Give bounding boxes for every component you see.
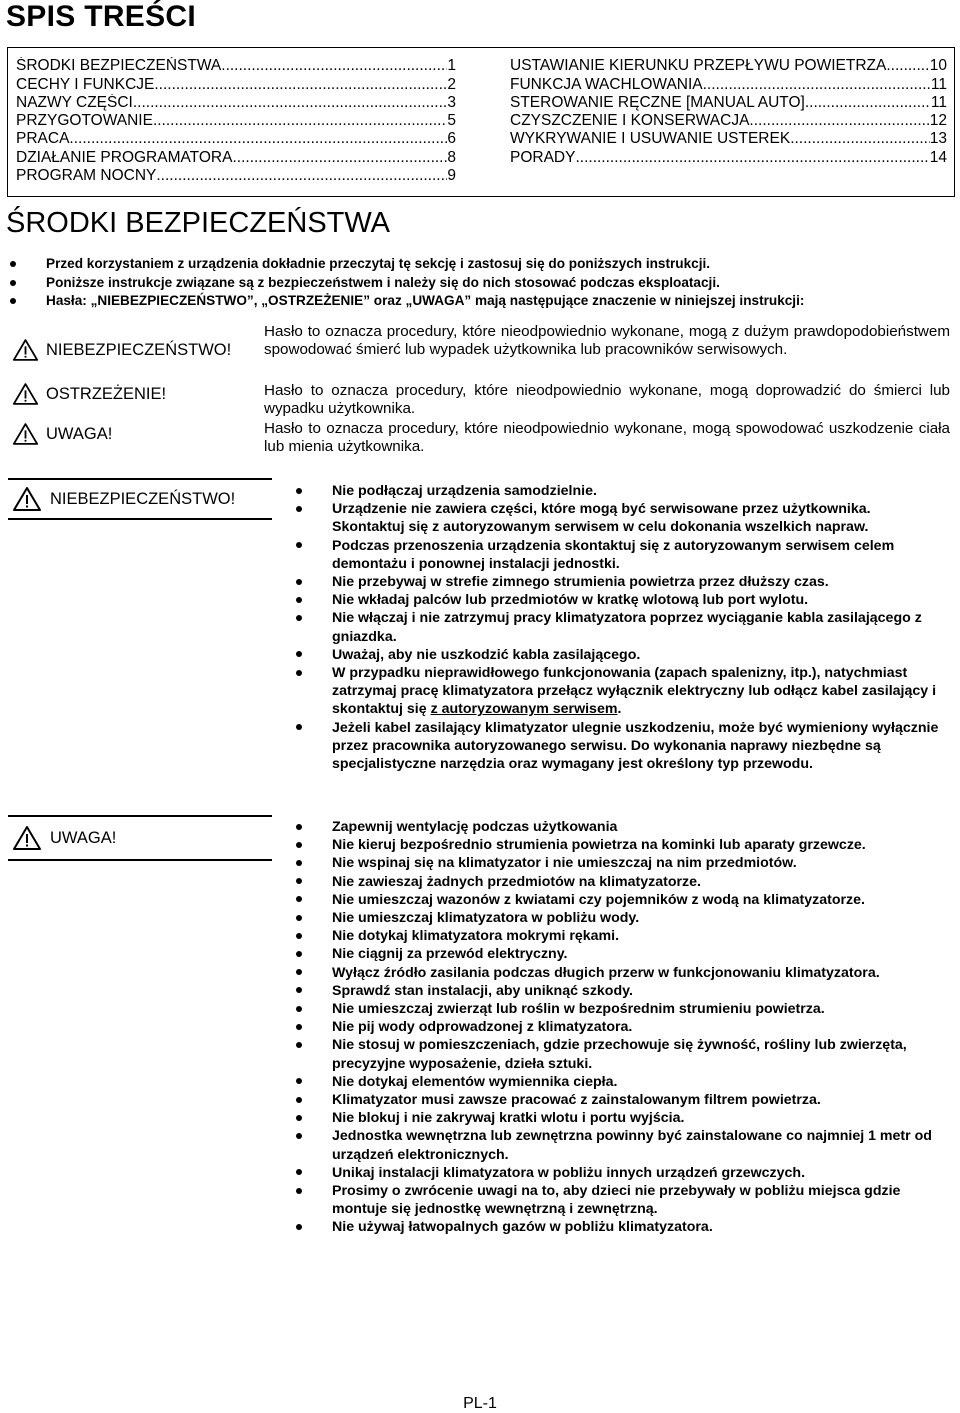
toc-entry-label: PRACA [16,130,70,148]
rule-text: Nie dotykaj elementów wymiennika ciepła. [332,1073,618,1090]
rule-text: Klimatyzator musi zawsze pracować z zainstalowanym filtrem powietrza. [332,1092,821,1109]
toc-entry-page: 13 [929,130,947,148]
legend-label-warning [12,382,166,406]
bullet-icon [296,1188,302,1194]
intro-text: Poniższe instrukcje związane są z bezpieczeństwem i należy się do nich stosować podczas eksploatacji. [46,274,720,290]
toc-entry[interactable] [16,148,456,166]
toc-right-column [510,57,947,167]
page-number: PL-1 [463,1395,497,1412]
list-item [294,609,944,645]
rule-text: Zapewnij wentylację podczas użytkowania [332,819,618,835]
list-item [294,873,944,891]
toc-entry-label: FUNKCJA WACHLOWANIA [510,75,703,93]
list-item [294,927,944,945]
list-item [294,909,944,927]
list-item [294,1218,944,1236]
rule-text: Nie pij wody odprowadzonej z klimatyzatora. [332,1019,633,1036]
toc-entry[interactable] [510,57,947,75]
bullet-icon [296,1169,302,1175]
legend-label-danger [12,338,231,362]
toc-entry-page: 12 [929,112,947,130]
toc-entry[interactable] [510,148,947,166]
danger-heading [8,478,272,520]
toc-entry-label: PORADY [510,148,576,166]
toc-left-column [16,57,456,185]
bullet-icon [296,933,302,939]
toc-leader-dots [156,167,447,185]
toc-entry-page: 10 [929,57,947,75]
toc-entry[interactable] [16,75,456,93]
list-item [10,255,950,274]
legend-description: Hasło to oznacza procedury, które nieodpowiednio wykonane, mogą z dużym prawdopodobieństwem spowodować śmierć lub wypadek użytkownika lub pracowników serwisowych. [264,323,950,359]
rule-text-end: . [617,701,622,718]
rule-text: Wyłącz źródło zasilania podczas długich przerw w funkcjonowaniu klimatyzatora. [332,964,880,981]
rule-text: Sprawdź stan instalacji, aby uniknąć szkody. [332,982,633,999]
legend-label-text: UWAGA! [46,424,113,443]
list-item [294,646,944,664]
toc-entry-label: STEROWANIE RĘCZNE [MANUAL AUTO] [510,93,805,111]
caution-heading [8,815,272,861]
list-item [10,274,950,293]
bullet-icon [296,651,302,657]
toc-entry[interactable] [16,94,456,112]
rule-text: Nie używaj łatwopalnych gazów w pobliżu klimatyzatora. [332,1219,713,1236]
rule-text: Nie umieszczaj klimatyzatora w pobliżu wody. [332,910,640,927]
list-item [294,1036,944,1072]
rule-text: Podczas przenoszenia urządzenia skontaktuj się z autoryzowanym serwisem celem demontażu i ponownej instalacji jednostki. [332,537,895,572]
toc-leader-dots [153,112,447,130]
toc-entry[interactable] [510,130,947,148]
rule-text: Uważaj, aby nie uszkodzić kabla zasilającego. [332,646,641,663]
toc-entry-label: CECHY I FUNKCJE [16,75,155,93]
rule-text: Nie podłączaj urządzenia samodzielnie. [332,483,597,499]
toc-entry[interactable] [16,112,456,130]
bullet-icon [296,987,302,993]
intro-list [10,255,950,311]
list-item [294,964,944,982]
toc-leader-dots [703,76,931,94]
bullet-icon [296,615,302,621]
toc-entry-label: NAZWY CZĘŚCI [16,93,133,111]
rule-text: Nie umieszczaj zwierząt lub roślin w bezpośrednim strumieniu powietrza. [332,1001,825,1018]
list-item [294,573,944,591]
list-item [294,1127,944,1163]
list-item [294,1182,944,1218]
rule-text: Nie stosuj w pomieszczeniach, gdzie przechowuje się żywność, rośliny lub zwierzęta, precyzyjne wyposażenie, dzieła sztuki. [332,1037,907,1072]
list-item [294,818,944,836]
danger-rules-list [294,482,944,773]
bullet-icon [296,896,302,902]
list-item [10,292,950,311]
list-item [294,537,944,573]
intro-text: Hasła: „NIEBEZPIECZEŃSTWO”, „OSTRZEŻENIE” oraz „UWAGA” mają następujące znaczenie w niniejszej instrukcji: [46,293,805,309]
toc-entry[interactable] [510,112,947,130]
bullet-icon [296,488,302,494]
bullet-icon [296,878,302,884]
bullet-icon [296,1097,302,1103]
legend-description: Hasło to oznacza procedury, które nieodpowiednio wykonane, mogą doprowadzić do śmierci lub wypadku użytkownika. [264,382,950,418]
toc-leader-dots [154,76,447,94]
rule-text: Prosimy o zwrócenie uwagi na to, aby dzieci nie przebywały w pobliżu miejsca gdzie montuje się jednostkę wewnętrzną i zewnętrzną. [332,1183,901,1218]
rule-text: Nie wkładaj palców lub przedmiotów w kratkę wlotową lub port wylotu. [332,592,809,609]
bullet-icon [296,597,302,603]
toc-entry-page: 14 [929,148,947,166]
bullet-icon [296,842,302,848]
rule-text: Nie zawieszaj żadnych przedmiotów na klimatyzatorze. [332,873,701,890]
list-item [294,500,944,536]
list-item [294,591,944,609]
toc-entry-label: WYKRYWANIE I USUWANIE USTEREK [510,130,791,148]
toc-entry-label: CZYSZCZENIE I KONSERWACJA [510,112,750,130]
toc-entry-label: ŚRODKI BEZPIECZEŃSTWA [16,57,222,75]
rule-text: Nie kieruj bezpośrednio strumienia powietrza na kominki lub aparaty grzewcze. [332,837,866,854]
toc-entry-page: 2 [447,75,456,93]
toc-leader-dots [69,130,447,148]
list-item [294,482,944,500]
list-item [294,1000,944,1018]
warning-triangle-icon [12,422,39,446]
list-item [294,1164,944,1182]
bullet-icon [296,1006,302,1012]
rule-text: Nie ciągnij za przewód elektryczny. [332,946,568,963]
toc-entry[interactable] [16,57,456,75]
warning-triangle-icon [12,382,39,406]
toc-entry[interactable] [510,94,947,112]
toc-entry[interactable] [16,167,456,185]
section-title: ŚRODKI BEZPIECZEŃSTWA [6,207,391,239]
rule-text: Jednostka wewnętrzna lub zewnętrzna powinny być zainstalowane co najmniej 1 metr od urządzeń elektronicznych. [332,1128,932,1163]
warning-triangle-icon [12,825,42,851]
toc-entry[interactable] [510,75,947,93]
list-item [294,891,944,909]
toc-entry-page: 11 [930,75,947,93]
list-item [294,1109,944,1127]
toc-entry-label: PROGRAM NOCNY [16,167,157,185]
toc-entry-page: 9 [447,167,456,185]
rule-text: Nie przebywaj w strefie zimnego strumienia powietrza przez dłuższy czas. [332,574,829,591]
list-item [294,1073,944,1091]
legend-label-text: NIEBEZPIECZEŃSTWO! [46,340,232,359]
bullet-icon [296,915,302,921]
toc-entry-label: PRZYGOTOWANIE [16,112,153,130]
bullet-icon [296,1224,302,1230]
rule-text: W przypadku nieprawidłowego funkcjonowania (zapach spalenizny, itp.), natychmiast zatrzymaj pracę klimatyzatora przełącz wyłącznik elektryczny lub odłącz kabel zasilający i skontaktuj się [332,665,937,718]
list-item [294,854,944,872]
list-item [294,719,944,774]
caution-rules-list [294,818,944,1237]
bullet-icon [296,724,302,730]
bullet-icon [296,1115,302,1121]
bullet-icon [296,860,302,866]
rule-text: Nie wspinaj się na klimatyzator i nie umieszczaj na nim przedmiotów. [332,855,797,872]
toc-leader-dots [221,57,447,75]
list-item [294,836,944,854]
toc-leader-dots [133,94,448,112]
intro-text: Przed korzystaniem z urządzenia dokładnie przeczytaj tę sekcję i zastosuj się do poniższych instrukcji. [46,256,711,271]
caution-heading-label: UWAGA! [50,828,117,847]
bullet-icon [296,579,302,585]
bullet-icon [10,280,16,286]
danger-heading-label: NIEBEZPIECZEŃSTWO! [50,489,236,508]
bullet-icon [10,261,16,267]
bullet-icon [296,1133,302,1139]
list-item [294,1018,944,1036]
page-title: SPIS TREŚCI [6,0,197,33]
legend-label-caution [12,422,112,446]
warning-triangle-icon [12,486,42,512]
bullet-icon [296,506,302,512]
bullet-icon [296,1078,302,1084]
rule-text: Nie włączaj i nie zatrzymuj pracy klimatyzatora poprzez wyciąganie kabla zasilającego z gniazdka. [332,610,922,645]
rule-text: Unikaj instalacji klimatyzatora w pobliżu innych urządzeń grzewczych. [332,1164,806,1181]
toc-entry-page: 1 [447,57,456,75]
toc-leader-dots [790,130,930,148]
rule-text: Jeżeli kabel zasilający klimatyzator ulegnie uszkodzeniu, może być wymieniony wyłącznie przez pracownika autoryzowanego serwisu. Do wykonania naprawy niezbędne są specjalistyczne narzędzia oraz wymagany jest określony typ przewodu. [332,719,939,773]
warning-triangle-icon [12,338,39,362]
list-item [294,982,944,1000]
rule-text: Nie umieszczaj wazonów z kwiatami czy pojemników z wodą na klimatyzatorze. [332,891,865,908]
bullet-icon [296,824,302,830]
toc-entry-label: DZIAŁANIE PROGRAMATORA [16,148,233,166]
legend-description: Hasło to oznacza procedury, które nieodpowiednio wykonane, mogą spowodować uszkodzenie ciała lub mienia użytkownika. [264,420,950,456]
bullet-icon [10,298,16,304]
bullet-icon [296,542,302,548]
bullet-icon [296,1042,302,1048]
list-item [294,664,944,719]
bullet-icon [296,969,302,975]
bullet-icon [296,951,302,957]
list-item [294,1091,944,1109]
rule-text: Urządzenie nie zawiera części, które mogą być serwisowane przez użytkownika. Skontaktuj się z autoryzowanym serwisem w celu dokonania wszelkich napraw. [332,501,871,536]
table-of-contents [7,47,955,197]
toc-entry-page: 11 [930,93,947,111]
toc-leader-dots [805,94,931,112]
toc-leader-dots [232,149,447,167]
rule-text: Nie blokuj i nie zakrywaj kratki wlotu i portu wyjścia. [332,1110,685,1127]
toc-entry-label: USTAWIANIE KIERUNKU PRZEPŁYWU POWIETRZA [510,57,887,75]
bullet-icon [296,1024,302,1030]
underlined-text: z autoryzowanym serwisem [430,701,618,718]
toc-leader-dots [575,149,929,167]
toc-entry-page: 3 [447,93,456,111]
toc-entry-page: 6 [447,130,456,148]
rule-text: Nie dotykaj klimatyzatora mokrymi rękami. [332,928,620,945]
list-item [294,945,944,963]
toc-leader-dots [749,112,929,130]
legend-label-text: OSTRZEŻENIE! [46,384,167,403]
toc-entry-page: 8 [447,148,456,166]
toc-entry[interactable] [16,130,456,148]
bullet-icon [296,670,302,676]
toc-entry-page: 5 [447,112,456,130]
toc-leader-dots [886,57,929,75]
